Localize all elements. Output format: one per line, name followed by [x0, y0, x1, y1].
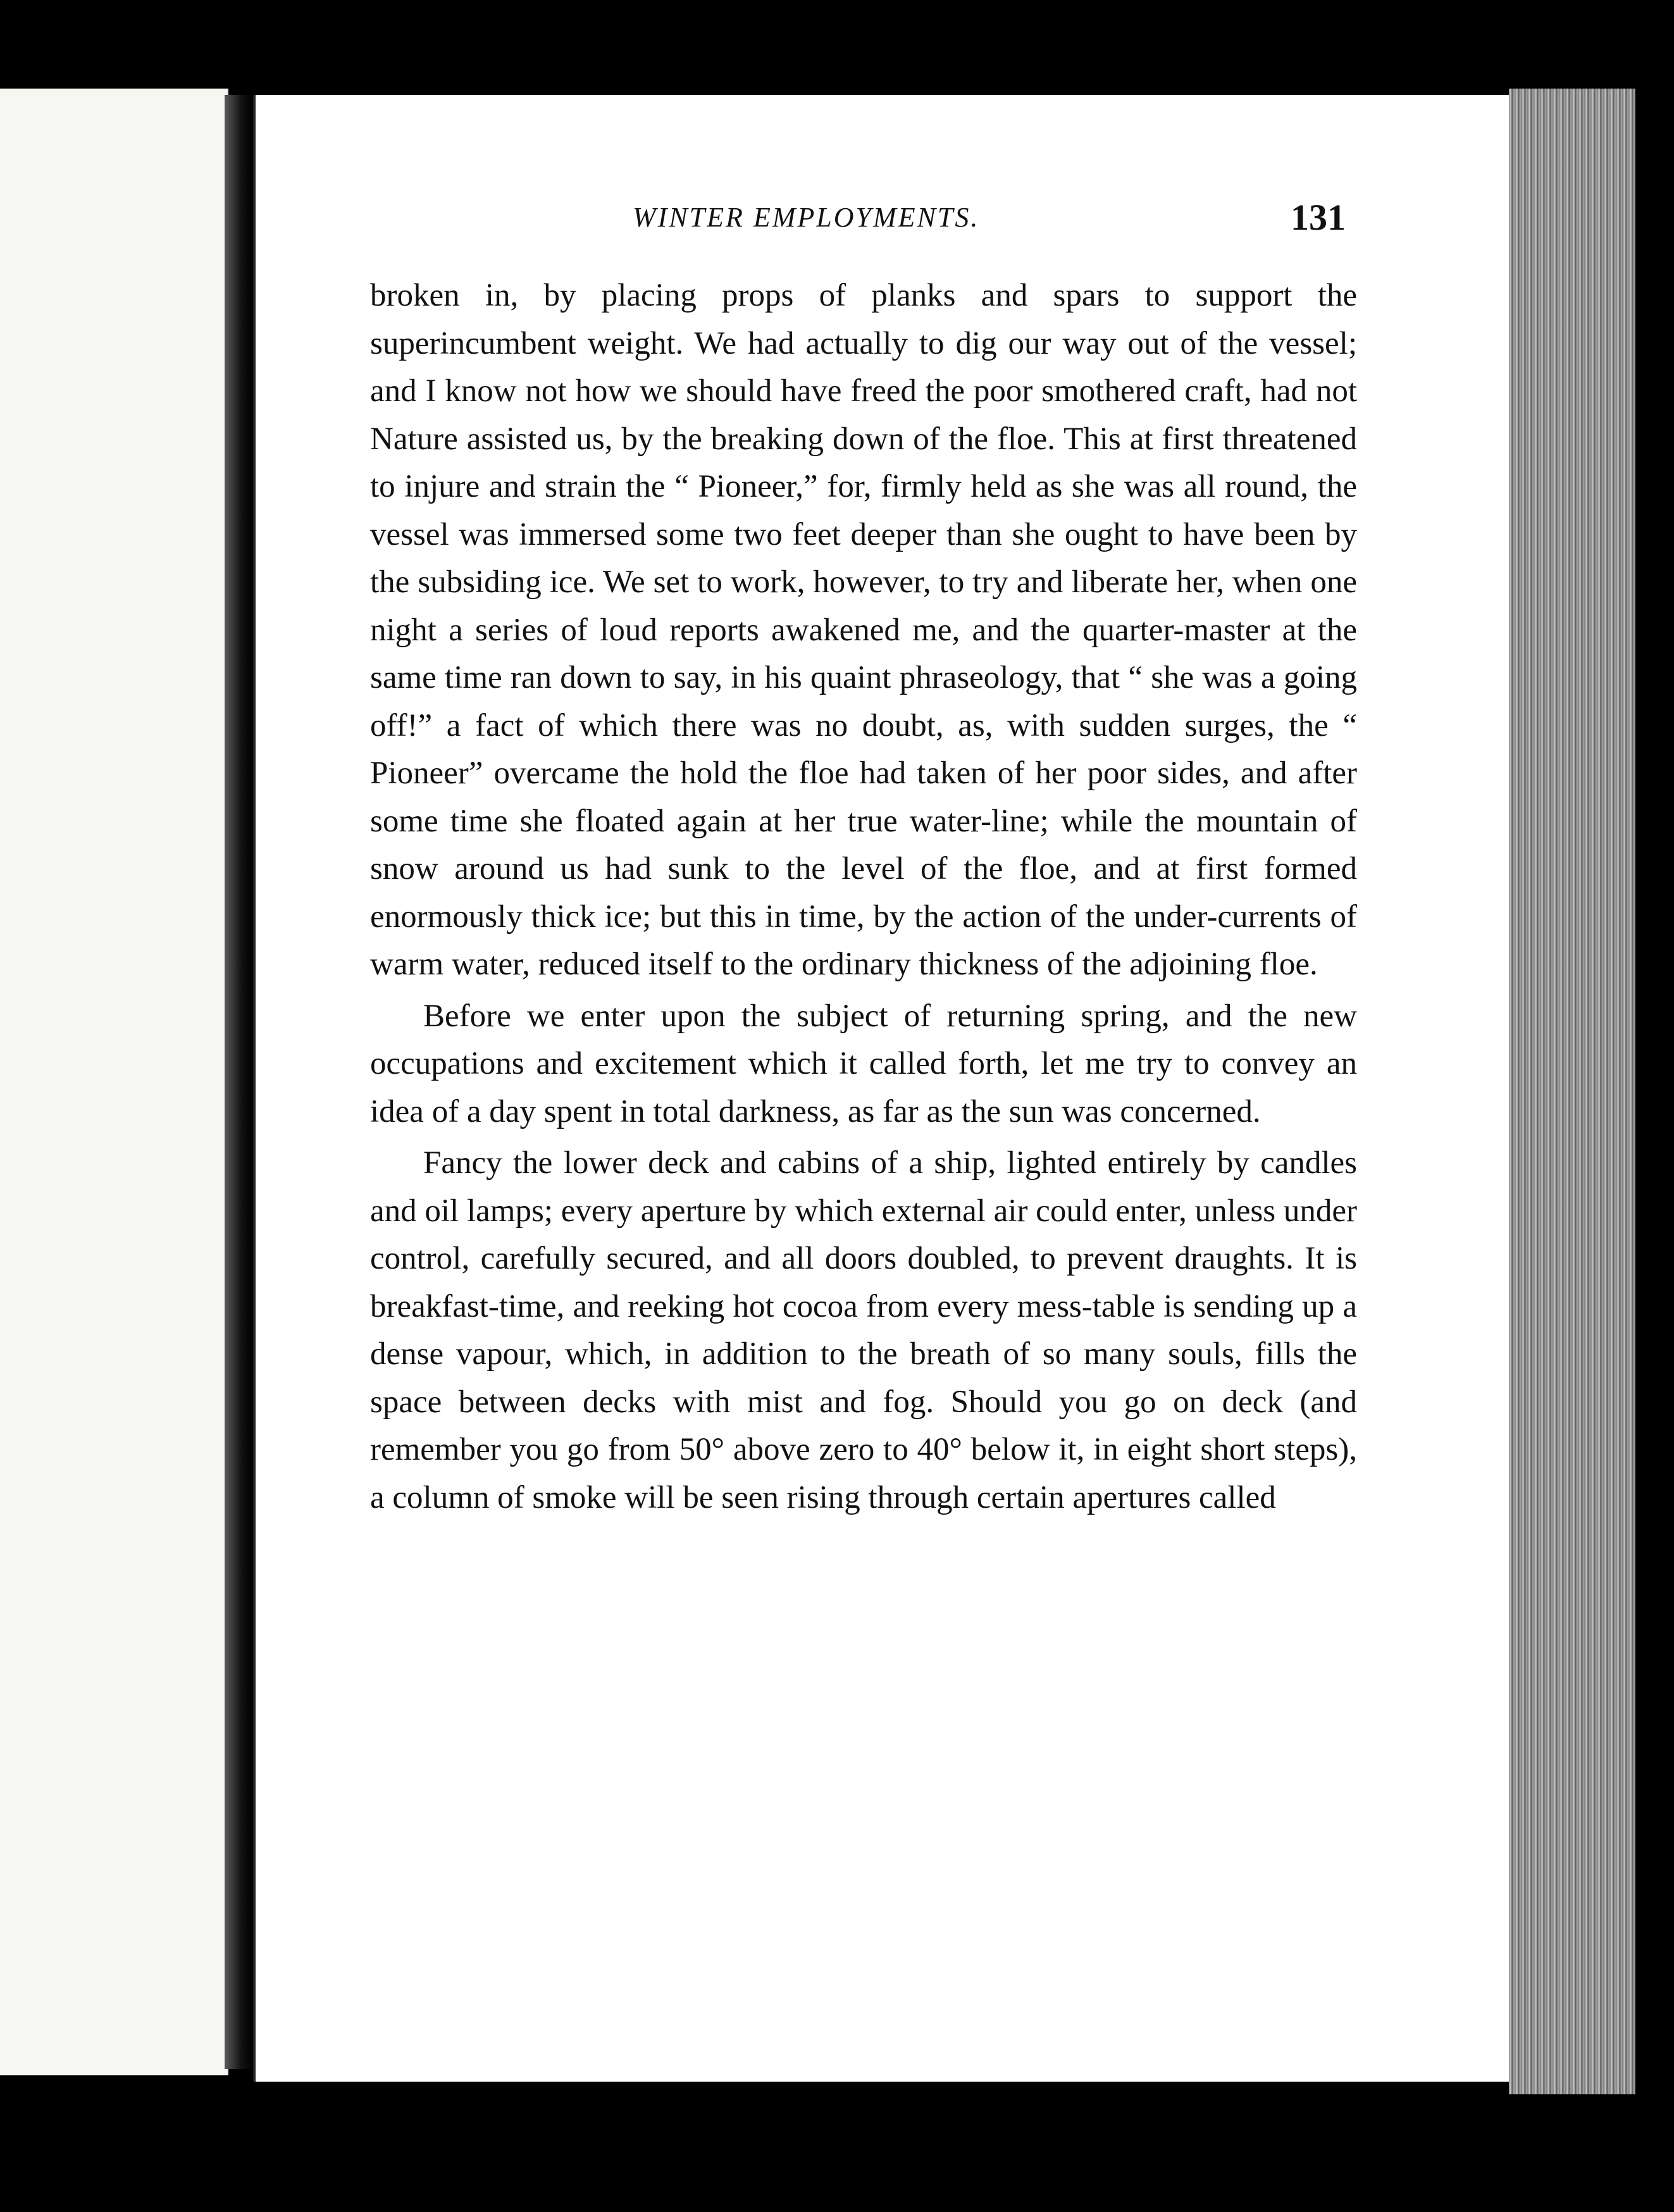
book-gutter	[225, 95, 253, 2069]
page-number: 131	[1291, 197, 1346, 238]
page-edges	[1509, 89, 1635, 2094]
running-head: WINTER EMPLOYMENTS.	[633, 202, 980, 233]
paragraph: broken in, by placing props of planks and spars to support the superincumbent weight. We had actually to dig our way out of the vessel; and I know not how we should have freed the poor smothered craft, had not Nature assisted us, by the breaking down of the floe. This at first threatened to injure and strain the “ Pioneer,” for, firmly held as she was all round, the vessel was immersed some two feet deeper than she ought to have been by the subsiding ice. We set to work, however, to try and liberate her, when one night a series of loud reports awakened me, and the quarter-master at the same time ran down to say, in his quaint phraseology, that “ she was a going off!” a fact of which there was no doubt, as, with sudden surges, the “ Pioneer” overcame the hold the floe had taken of her poor sides, and after some time she floated again at her true water-line; while the mountain of snow around us had sunk to the level of the floe, and at first formed enormously thick ice; but this in time, by the action of the under-currents of warm water, reduced itself to the ordinary thickness of the adjoining floe.	[370, 278, 1357, 982]
left-page	[0, 89, 229, 2075]
paragraph: Before we enter upon the subject of returning spring, and the new occupations and excitement which it called forth, let me try to convey an idea of a day spent in total darkness, as far as the sun was concerned.	[370, 998, 1357, 1129]
body-text	[370, 272, 1357, 1522]
paragraph: Fancy the lower deck and cabins of a ship, lighted entirely by candles and oil lamps; every aperture by which external air could enter, unless under control, carefully secured, and all doors doubled, to prevent draughts. It is breakfast-time, and reeking hot cocoa from every mess-table is sending up a dense vapour, which, in addition to the breath of so many souls, fills the space between decks with mist and fog. Should you go on deck (and remember you go from 50° above zero to 40° below it, in eight short steps), a column of smoke will be seen rising through certain apertures called	[370, 1145, 1357, 1515]
